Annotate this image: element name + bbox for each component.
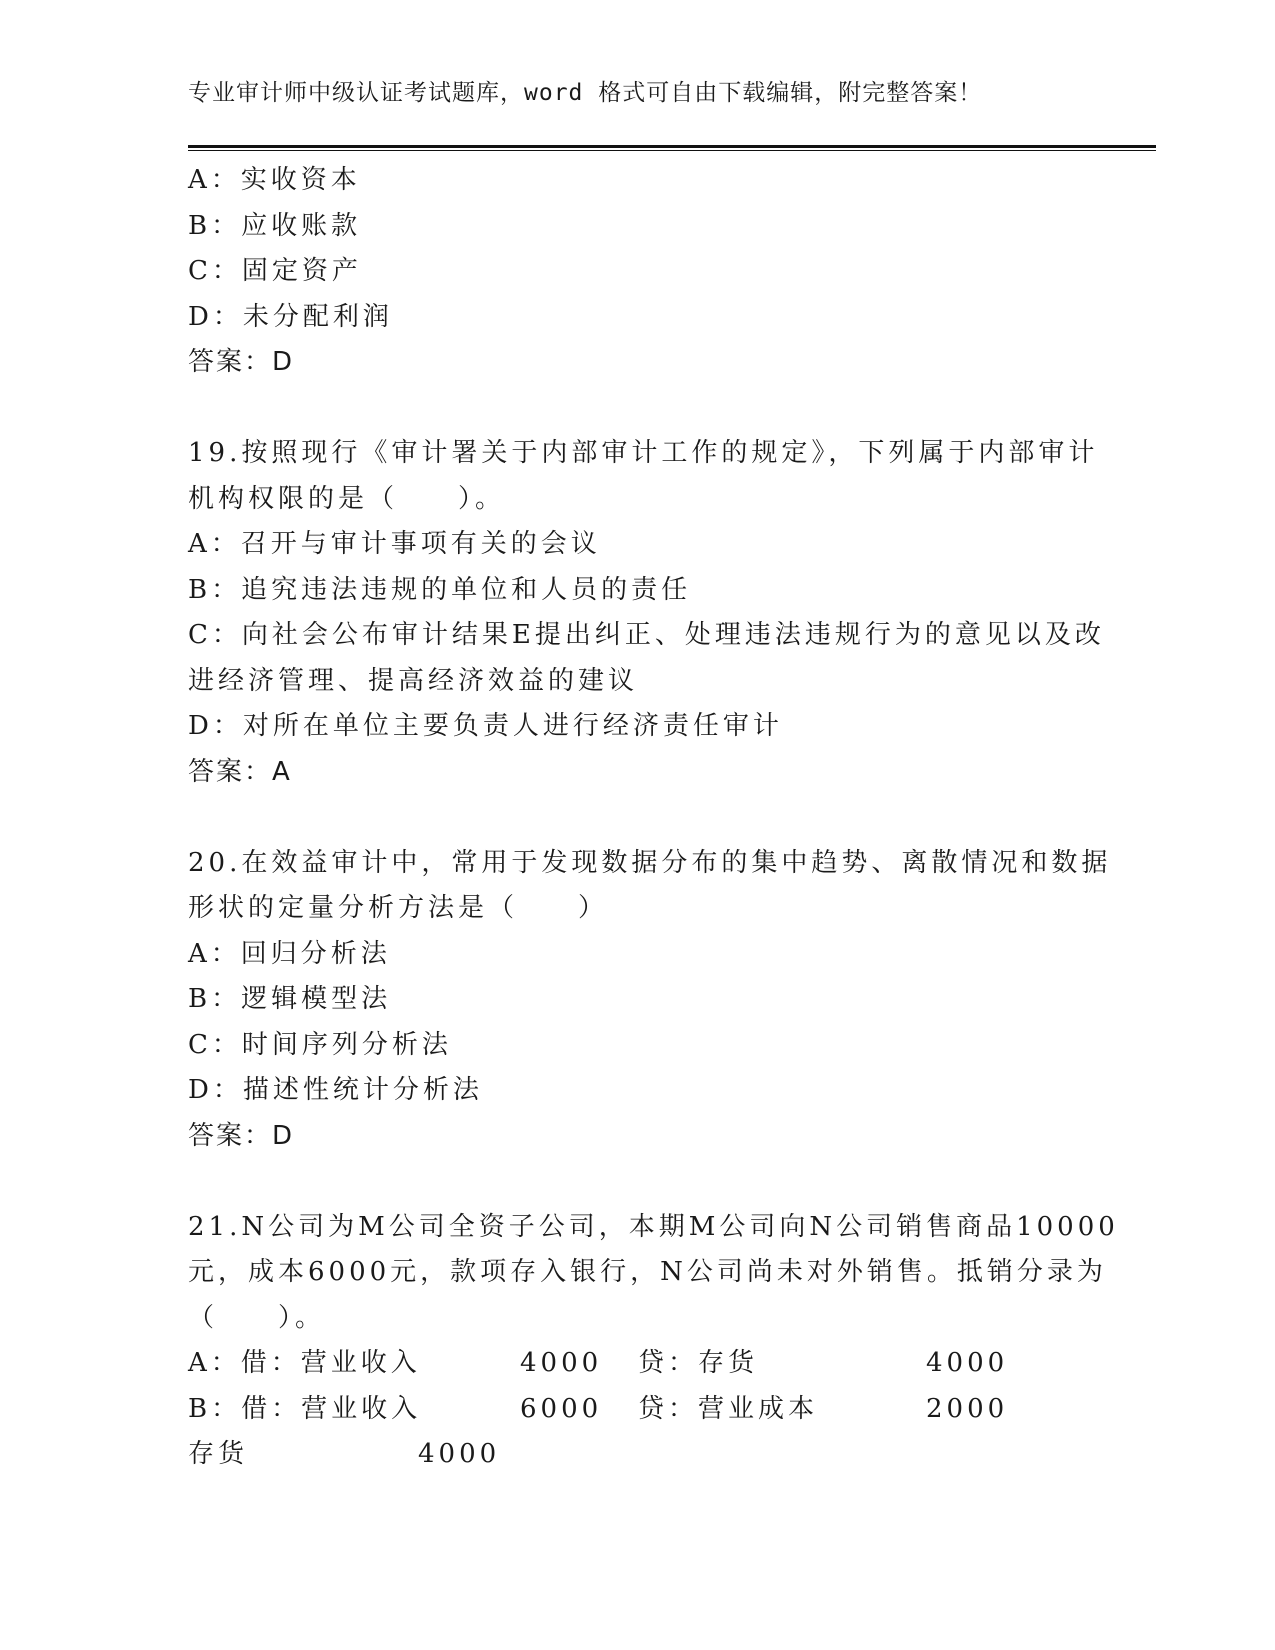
q21-option-a [188,1341,1088,1387]
q21-stem-line-3: （ ）。 [188,1302,326,1333]
q18-option-c: C：固定资产 [188,256,362,286]
q19-option-b: B：追究违法违规的单位和人员的责任 [188,574,692,605]
page-header: 专业审计师中级认证考试题库，word 格式可自由下载编辑，附完整答案！ [188,80,983,106]
header-rule-thin [188,150,1156,151]
q21-option-b [188,1387,1088,1433]
spacer [188,795,1088,841]
q19-option-a: A：召开与审计事项有关的会议 [188,529,601,559]
q20-stem-line-2: 形状的定量分析方法是（ ） [188,893,609,923]
q18-option-a: A：实收资本 [188,165,361,195]
q19-answer: 答案：A [188,756,292,787]
q21-stem-line-2: 元，成本6000元，款项存入银行，N公司尚未对外销售。抵销分录为 [188,1257,1107,1287]
q18-answer: 答案：D [188,347,295,377]
q20-option-d: D：描述性统计分析法 [188,1075,483,1105]
q21-a-debit-label: A：借：营业收入 [188,1348,421,1378]
q21-b-credit-label: 贷：营业成本 [638,1393,819,1424]
q21-a-credit-label: 贷：存货 [638,1348,759,1378]
q21-b-debit-label: B：借：营业收入 [188,1393,422,1424]
q21-b-cont-amount: 4000 [418,1439,501,1469]
spacer [188,386,1088,432]
q21-b-debit-amount: 6000 [520,1393,603,1424]
q21-b-credit-amount: 2000 [926,1393,1009,1424]
header-rule-thick [188,145,1156,148]
q19-stem-line-2: 机构权限的是（ ）。 [188,483,506,514]
q20-option-c: C：时间序列分析法 [188,1029,452,1060]
q20-option-a: A：回归分析法 [188,938,391,969]
q21-option-b-continuation [188,1432,1088,1478]
q19-stem-line-1: 19.按照现行《审计署关于内部审计工作的规定》，下列属于内部审计 [188,438,1099,468]
q20-option-b: B：逻辑模型法 [188,984,392,1014]
q21-a-credit-amount: 4000 [926,1348,1009,1378]
q21-a-debit-amount: 4000 [520,1348,603,1378]
q21-b-cont-label: 存货 [188,1439,249,1469]
q19-option-c: C：向社会公布审计结果E提出纠正、处理违法违规行为的意见以及改 [188,620,1105,650]
question-content [188,158,1119,1478]
q21-stem-line-1: 21.N公司为M公司全资子公司，本期M公司向N公司销售商品10000 [188,1211,1119,1242]
q20-stem-line-1: 20.在效益审计中，常用于发现数据分布的集中趋势、离散情况和数据 [188,847,1112,878]
q19-option-d: D：对所在单位主要负责人进行经济责任审计 [188,711,783,741]
spacer [188,1159,1088,1205]
q18-option-b: B：应收账款 [188,210,362,241]
q19-option-c-cont: 进经济管理、提高经济效益的建议 [188,665,639,696]
q20-answer: 答案：D [188,1120,295,1151]
q18-option-d: D：未分配利润 [188,301,393,332]
